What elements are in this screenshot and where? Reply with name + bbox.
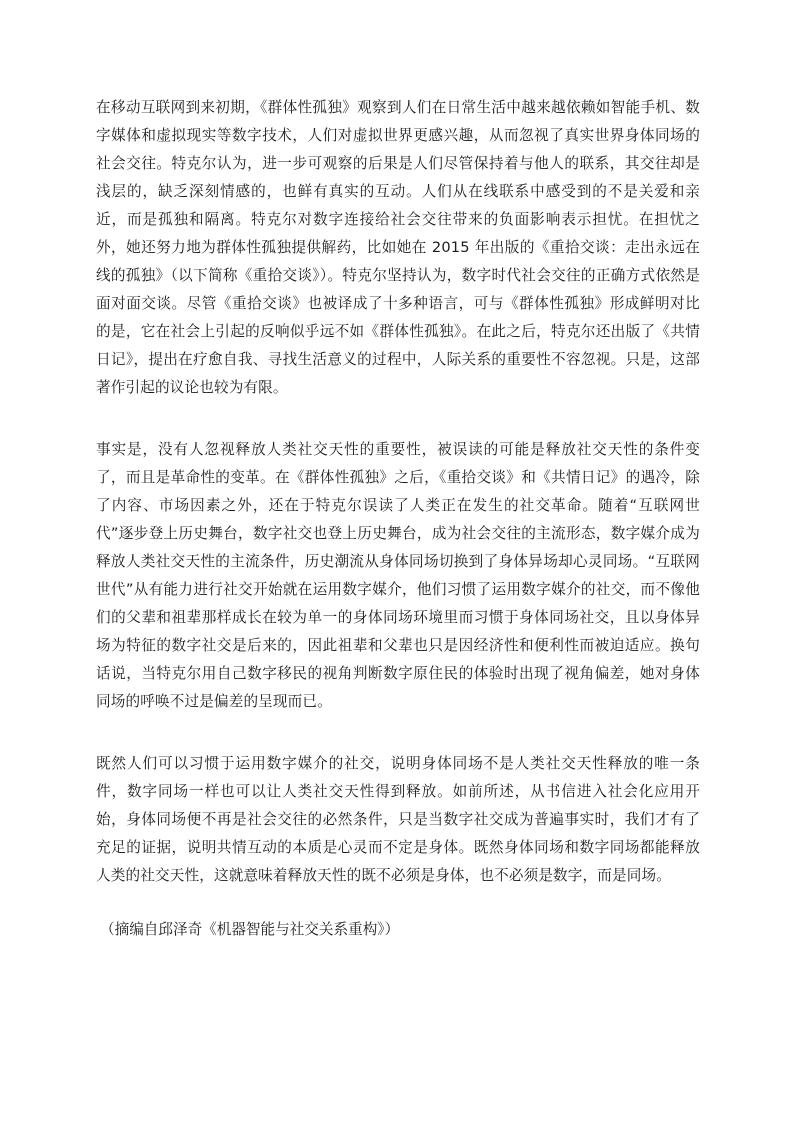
source-citation: （摘编自邱泽奇《机器智能与社交关系重构》）	[100, 921, 400, 938]
paragraph-3: 既然人们可以习惯于运用数字媒介的社交，说明身体同场不是人类社交天性释放的唯一条件，数字同场一样也可以让人类社交天性得到释放。如前所述，从书信进入社会化应用开始，身体同场便不再是社会交往的必然条件，只是当数字社交成为普遍事实时，我们才有了充足的证据，说明共情互动的本质是心灵而不定是身体。既然身体同场和数字同场都能释放人类的社交天性，这就意味着释放天性的既不必须是身体，也不必须是数字，而是同场。	[96, 755, 700, 884]
document-body	[96, 94, 700, 944]
paragraph-1: 在移动互联网到来初期，《群体性孤独》观察到人们在日常生活中越来越依赖如智能手机、数字媒体和虚拟现实等数字技术，人们对虚拟世界更感兴趣，从而忽视了真实世界身体同场的社会交往。特克尔认为，进一步可观察的后果是人们尽管保持着与他人的联系，其交往却是浅层的，缺乏深刻情感的，也鲜有真实的互动。人们从在线联系中感受到的不是关爱和亲近，而是孤独和隔离。特克尔对数字连接给社会交往带来的负面影响表示担忧。在担忧之外，她还努力地为群体性孤独提供解药，比如她在 2015 年出版的《重拾交谈：走出永远在线的孤独》（以下简称《重拾交谈》）。特克尔坚持认为，数字时代社会交往的正确方式依然是面对面交谈。尽管《重拾交谈》也被译成了十多种语言，可与《群体性孤独》形成鲜明对比的是，它在社会上引起的反响似乎远不如《群体性孤独》。在此之后，特克尔还出版了《共情日记》，提出在疗愈自我、寻找生活意义的过程中，人际关系的重要性不容忽视。只是，这部著作引起的议论也较为有限。	[96, 99, 700, 396]
paragraph-2: 事实是，没有人忽视释放人类社交天性的重要性，被误读的可能是释放社交天性的条件变了，而且是革命性的变革。在《群体性孤独》之后，《重拾交谈》和《共情日记》的遇冷，除了内容、市场因素之外，还在于特克尔误读了人类正在发生的社交革命。随着“互联网世代”逐步登上历史舞台，数字社交也登上历史舞台，成为社会交往的主流形态，数字媒介成为释放人类社交天性的主流条件，历史潮流从身体同场切换到了身体异场却心灵同场。“互联网世代”从有能力进行社交开始就在运用数字媒介，他们习惯了运用数字媒介的社交，而不像他们的父辈和祖辈那样成长在较为单一的身体同场环境里而习惯于身体同场社交，且以身体异场为特征的数字社交是后来的，因此祖辈和父辈也只是因经济性和便利性而被迫适应。换句话说，当特克尔用自己数字移民的视角判断数字原住民的体验时出现了视角偏差，她对身体同场的呼唤不过是偏差的呈现而已。	[96, 441, 700, 710]
